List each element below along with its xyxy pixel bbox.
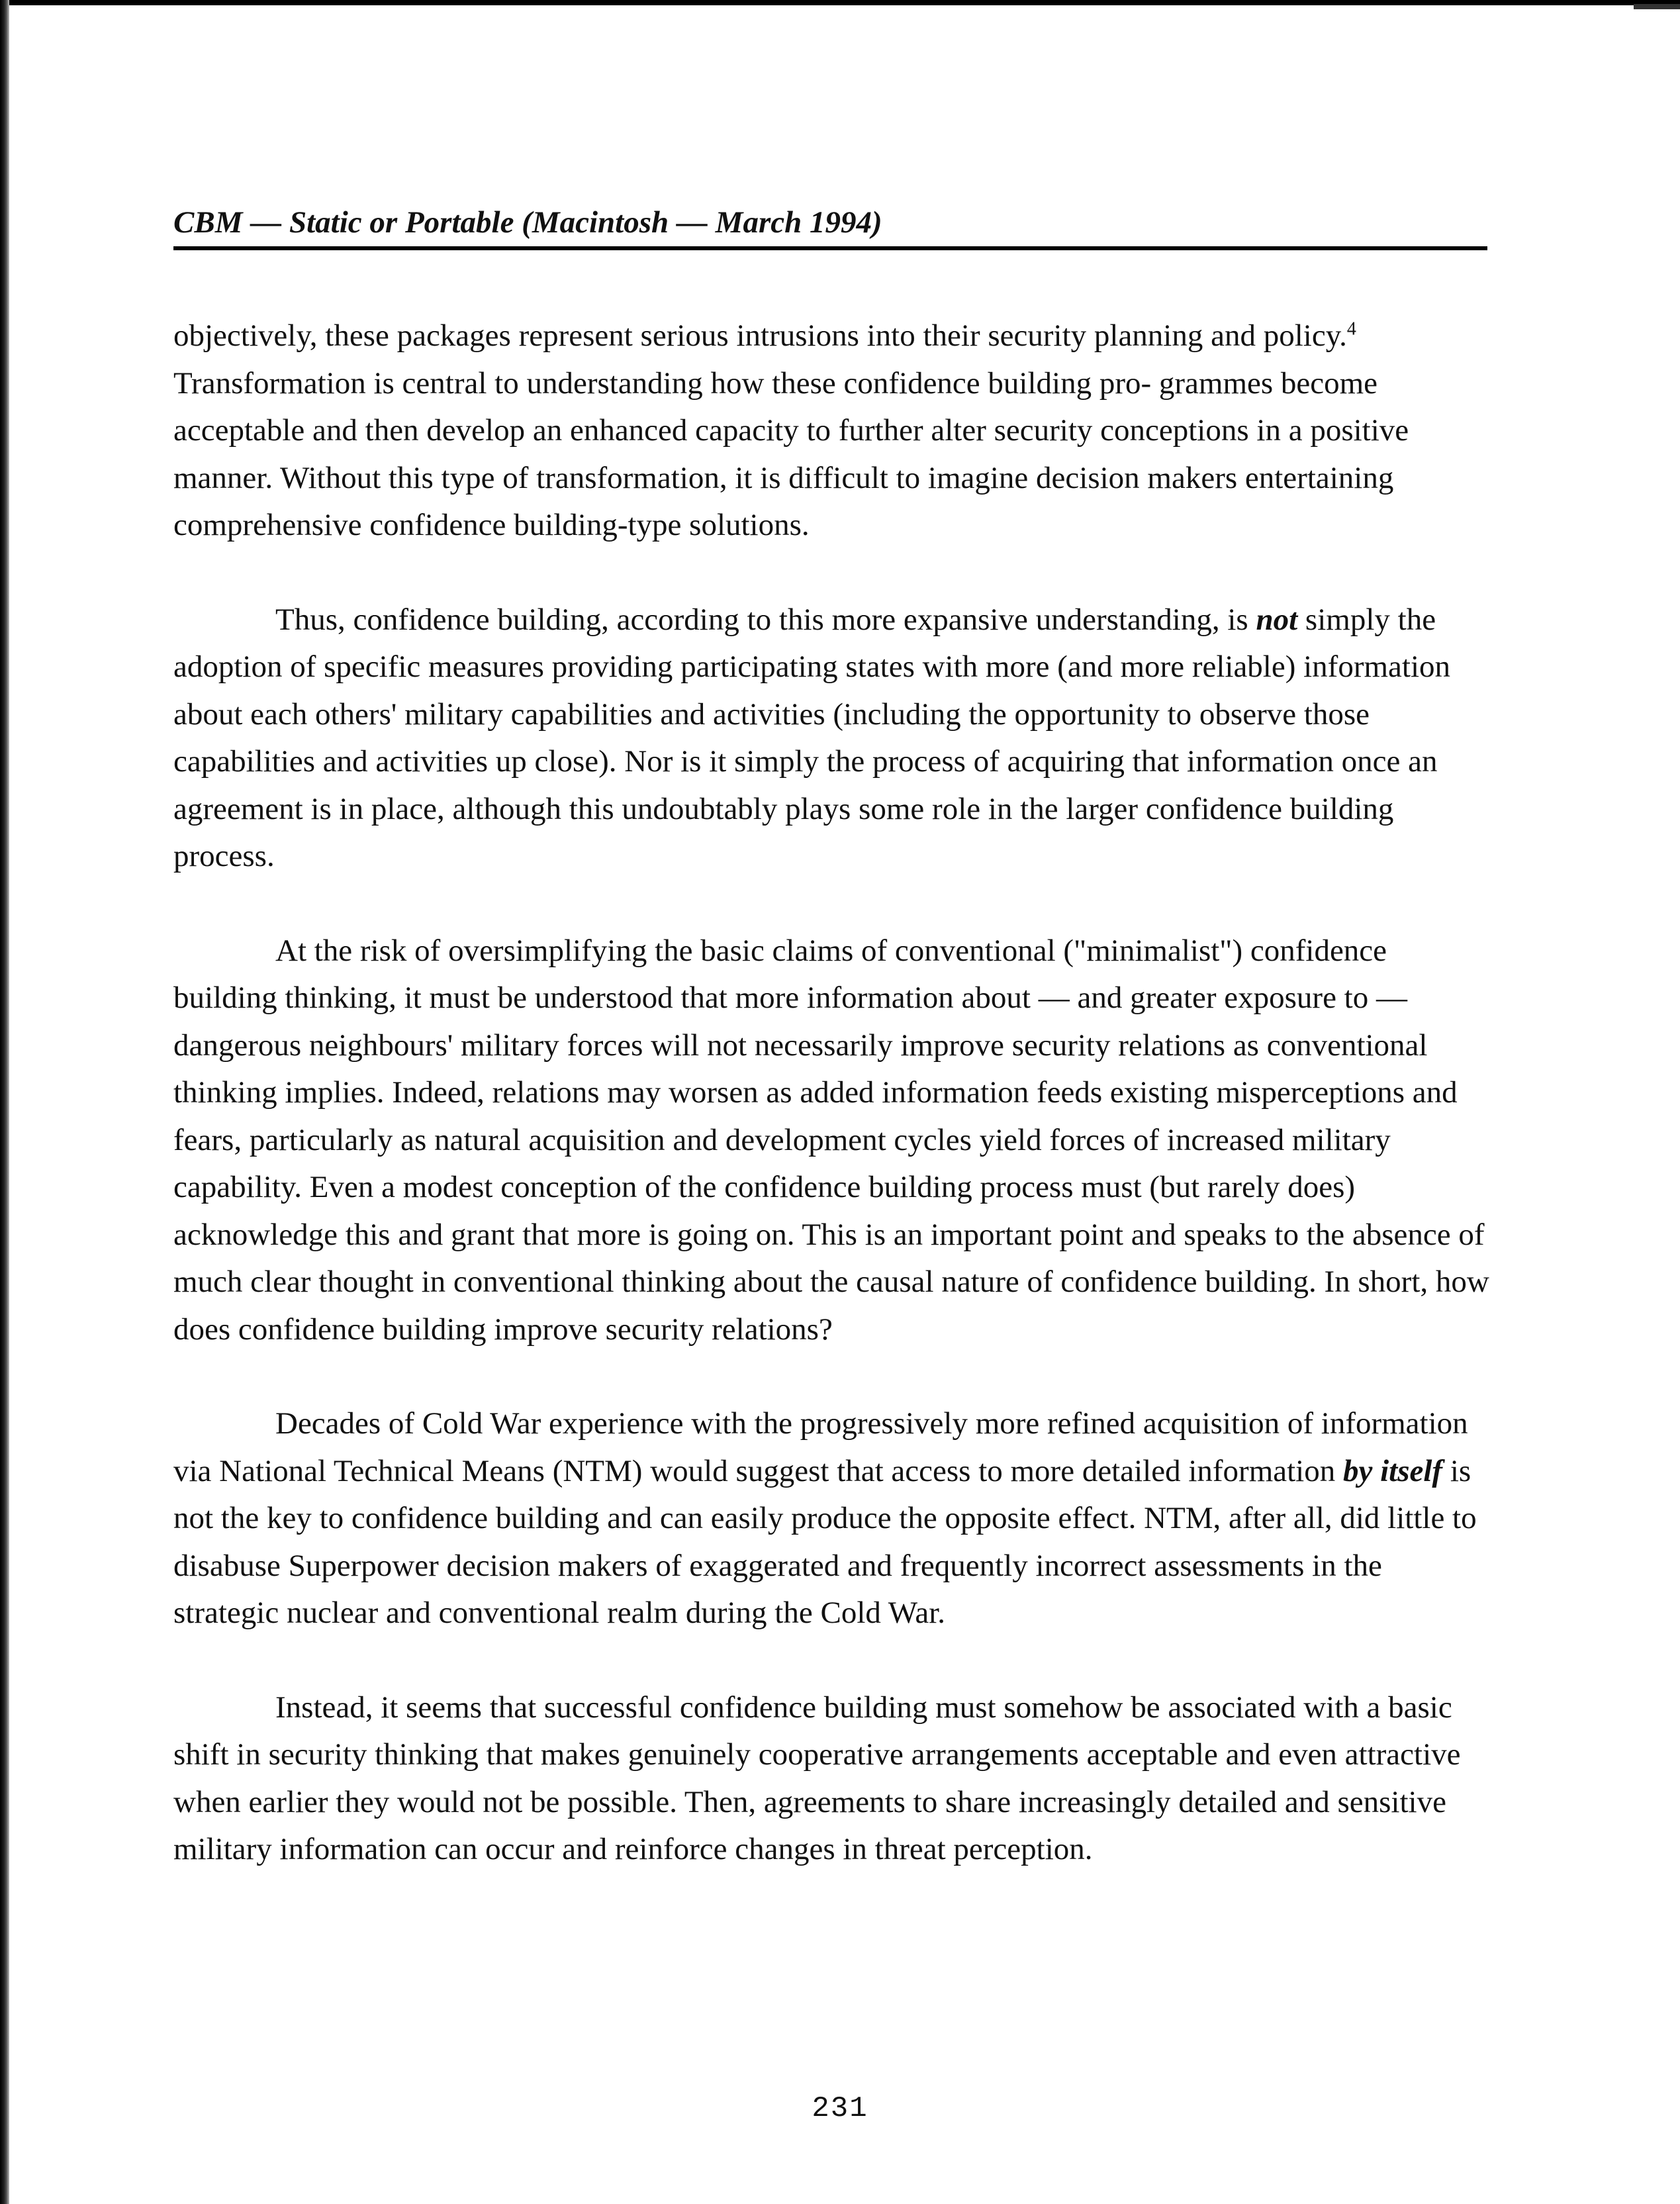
- paragraph-2-text-b: simply the adoption of specific measures providing participating states with more (and more reliable) information about each others' military capabilities and activities (including the opportunity to observe those capabilities and activities up close). Nor is it simply the process of acquiring that information once an agreement is in place, although this undoubtably plays some role in the larger confidence building process.: [173, 602, 1451, 873]
- paragraph-2-text-a: Thus, confidence building, according to this more expansive understanding, is: [275, 602, 1256, 637]
- scan-left-edge: [0, 0, 9, 2204]
- paragraph-4-emphasis: by itself: [1342, 1453, 1443, 1488]
- paragraph-4-text-a: Decades of Cold War experience with the progressively more refined acquisition of information via National Technical Means (NTM) would suggest that access to more detailed information: [173, 1406, 1468, 1488]
- paragraph-4: [173, 1400, 1494, 1637]
- running-header: CBM — Static or Portable (Macintosh — March 1994): [173, 199, 1487, 250]
- paragraph-1: [173, 312, 1494, 550]
- footnote-marker[interactable]: 4: [1346, 318, 1356, 340]
- paragraph-5: Instead, it seems that successful confidence building must somehow be associated with a basic shift in security thinking that makes genuinely cooperative arrangements acceptable and even attractive when earlier they would not be possible. Then, agreements to share increasingly detailed and sensitive military information can occur and reinforce changes in threat perception.: [173, 1690, 1461, 1866]
- scan-top-edge: [0, 0, 1680, 5]
- page-number: 231: [812, 2092, 868, 2125]
- paragraph-2-emphasis: not: [1256, 602, 1298, 637]
- paragraph-1-text-a: objectively, these packages represent serious intrusions into their security planning and policy.: [173, 318, 1347, 353]
- body-text: [173, 312, 1494, 1921]
- paragraph-2: [173, 597, 1494, 881]
- scan-corner-mark: [1634, 4, 1680, 9]
- paragraph-1-text-b: Transformation is central to understanding how these confidence building pro- grammes become acceptable and then develop an enhanced capacity to further alter security conceptions in a positive manner. Without this type of transformation, it is difficult to imagine decision makers entertaining comprehensive confidence building-type solutions.: [173, 365, 1409, 542]
- paragraph-4-text-b: is not the key to confidence building and can easily produce the opposite effect. NTM, after all, did little to disabuse Superpower decision makers of exaggerated and frequently incorrect assessments in the strategic nuclear and conventional realm during the Cold War.: [173, 1453, 1477, 1630]
- paragraph-3: At the risk of oversimplifying the basic claims of conventional ("minimalist") confidence building thinking, it must be understood that more information about — and greater exposure to — dangerous neighbours' military forces will not necessarily improve security relations as conventional thinking implies. Indeed, relations may worsen as added information feeds existing misperceptions and fears, particularly as natural acquisition and development cycles yield forces of increased military capability. Even a modest conception of the confidence building process must (but rarely does) acknowledge this and grant that more is going on. This is an important point and speaks to the absence of much clear thought in conventional thinking about the causal nature of confidence building. In short, how does confidence building improve security relations?: [173, 933, 1489, 1347]
